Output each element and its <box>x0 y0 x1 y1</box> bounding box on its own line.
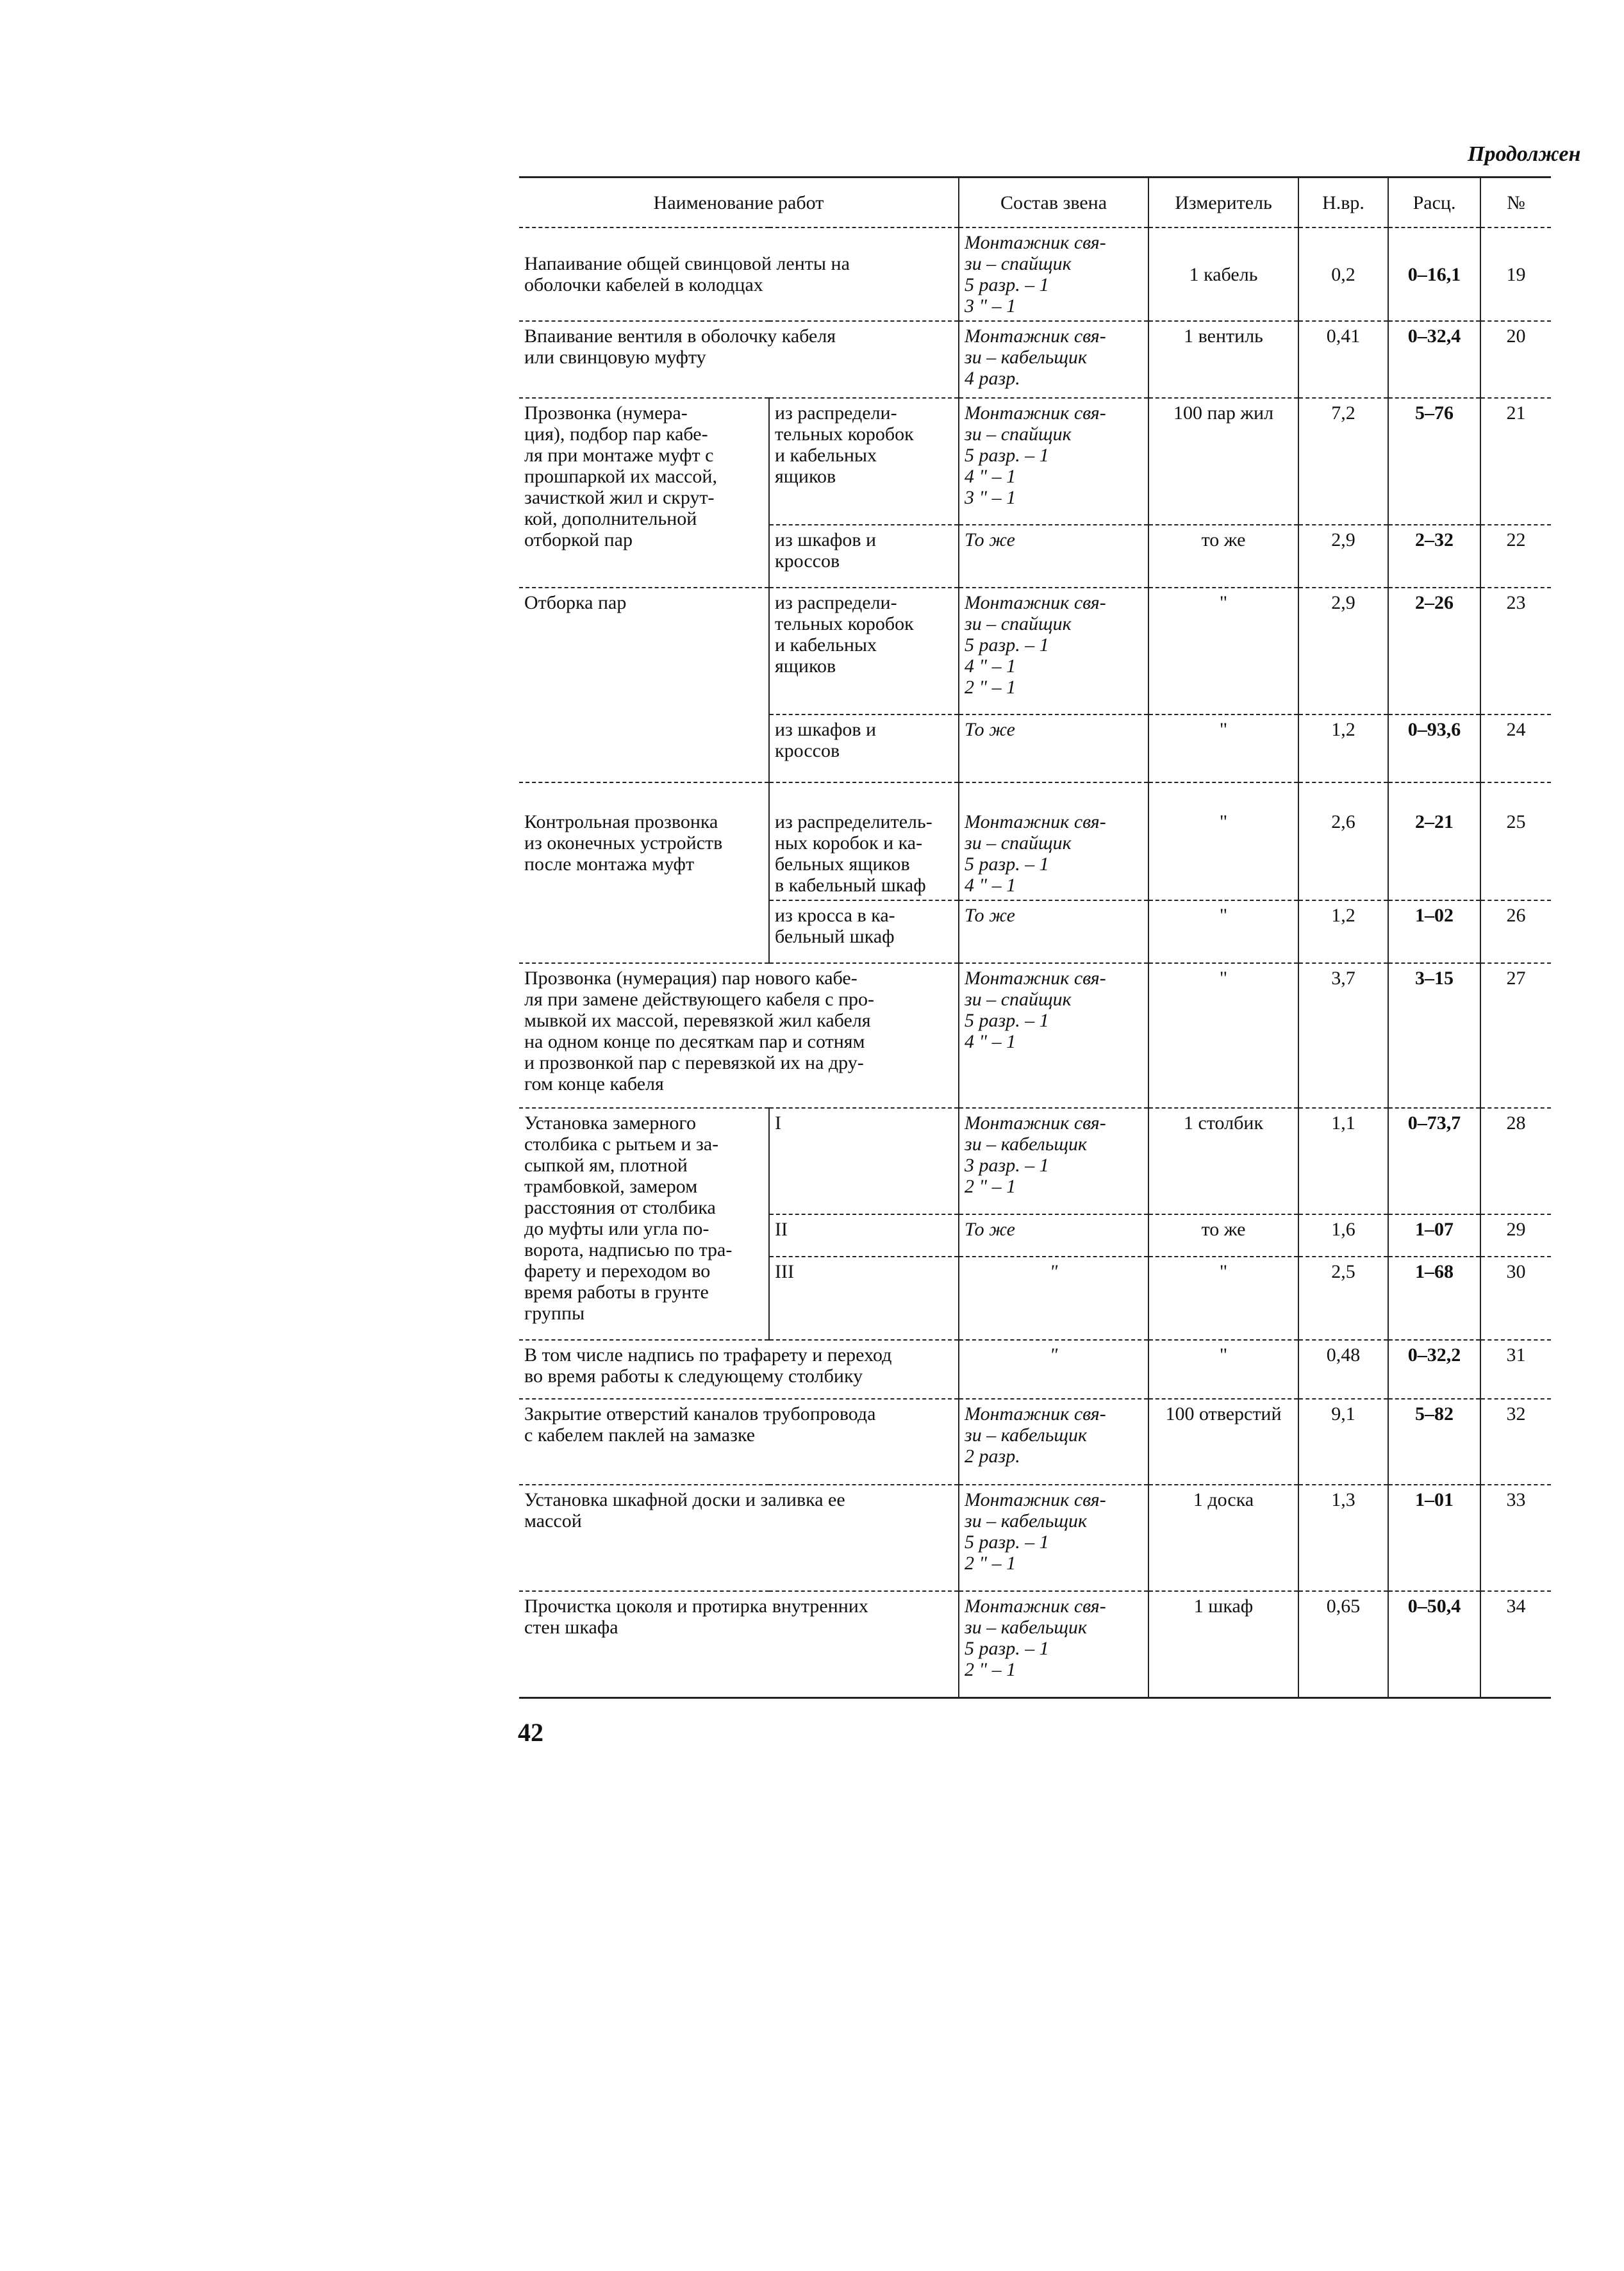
row-number: 33 <box>1480 1485 1551 1591</box>
unit: " <box>1148 1340 1298 1399</box>
norm: 2,9 <box>1298 588 1388 714</box>
crew: То же <box>959 714 1148 782</box>
norm: 9,1 <box>1298 1399 1388 1485</box>
work-subtype: из распределитель- ных коробок и ка- бельных ящиков в кабельный шкаф <box>769 782 959 900</box>
crew: Монтажник свя- зи – спайщик 5 разр. – 1 4 " – 1 <box>959 963 1148 1108</box>
header-norm: Н.вр. <box>1298 178 1388 228</box>
unit: " <box>1148 782 1298 900</box>
work-name: Отборка пар <box>519 588 769 782</box>
work-subtype: I <box>769 1108 959 1214</box>
row-number: 29 <box>1480 1214 1551 1257</box>
row-number: 32 <box>1480 1399 1551 1485</box>
norm: 0,41 <box>1298 321 1388 398</box>
rate: 5–76 <box>1388 398 1480 525</box>
work-name: Прозвонка (нумера- ция), подбор пар кабе- ля при монтаже муфт с прошпаркой их массой, зачисткой жил и скрут- кой, дополнительной отборкой пар <box>519 398 769 588</box>
table-row <box>519 1399 1551 1485</box>
rate: 1–01 <box>1388 1485 1480 1591</box>
rate: 2–32 <box>1388 525 1480 588</box>
row-number: 19 <box>1480 227 1551 321</box>
rate: 0–93,6 <box>1388 714 1480 782</box>
norm: 1,6 <box>1298 1214 1388 1257</box>
unit: " <box>1148 963 1298 1108</box>
rate: 0–16,1 <box>1388 227 1480 321</box>
unit: то же <box>1148 1214 1298 1257</box>
rate: 0–73,7 <box>1388 1108 1480 1214</box>
row-number: 23 <box>1480 588 1551 714</box>
table-row <box>519 588 1551 714</box>
table-row <box>519 1108 1551 1214</box>
rate: 0–32,2 <box>1388 1340 1480 1399</box>
norm: 1,1 <box>1298 1108 1388 1214</box>
crew: То же <box>959 525 1148 588</box>
unit: 1 кабель <box>1148 227 1298 321</box>
norm: 0,65 <box>1298 1591 1388 1697</box>
work-subtype: из шкафов и кроссов <box>769 525 959 588</box>
table-row <box>519 1340 1551 1399</box>
work-name: В том числе надпись по трафарету и переход во время работы к следующему столбику <box>519 1340 959 1399</box>
crew: То же <box>959 1214 1148 1257</box>
norm: 2,5 <box>1298 1257 1388 1340</box>
row-number: 26 <box>1480 900 1551 963</box>
unit: 1 шкаф <box>1148 1591 1298 1697</box>
unit: 100 отверстий <box>1148 1399 1298 1485</box>
row-number: 31 <box>1480 1340 1551 1399</box>
work-name: Установка замерного столбика с рытьем и за- сыпкой ям, плотной трамбовкой, замером расстояния от столбика до муфты или угла по- ворота, надписью по тра- фарету и переходом во время работы в грунте группы <box>519 1108 769 1340</box>
norm: 1,3 <box>1298 1485 1388 1591</box>
header-crew: Состав звена <box>959 178 1148 228</box>
crew: Монтажник свя- зи – спайщик 5 разр. – 1 4 " – 1 2 " – 1 <box>959 588 1148 714</box>
work-name: Напаивание общей свинцовой ленты на оболочки кабелей в колодцах <box>519 227 959 321</box>
table-row <box>519 321 1551 398</box>
header-num: № <box>1480 178 1551 228</box>
norms-table <box>519 176 1551 1699</box>
work-name: Контрольная прозвонка из оконечных устройств после монтажа муфт <box>519 782 769 963</box>
work-name: Прочистка цоколя и протирка внутренних стен шкафа <box>519 1591 959 1697</box>
norm: 3,7 <box>1298 963 1388 1108</box>
norm: 2,6 <box>1298 782 1388 900</box>
table-row <box>519 227 1551 321</box>
crew: Монтажник свя- зи – кабельщик 5 разр. – 1 2 " – 1 <box>959 1485 1148 1591</box>
unit: 1 вентиль <box>1148 321 1298 398</box>
header-rate: Расц. <box>1388 178 1480 228</box>
continued-label: Продолжен <box>1468 142 1581 166</box>
crew: Монтажник свя- зи – кабельщик 3 разр. – 1 2 " – 1 <box>959 1108 1148 1214</box>
row-number: 25 <box>1480 782 1551 900</box>
table-row <box>519 1591 1551 1697</box>
norm: 1,2 <box>1298 714 1388 782</box>
crew: То же <box>959 900 1148 963</box>
unit: " <box>1148 714 1298 782</box>
norm: 2,9 <box>1298 525 1388 588</box>
norm: 0,48 <box>1298 1340 1388 1399</box>
work-subtype: из распредели- тельных коробок и кабельных ящиков <box>769 588 959 714</box>
row-number: 24 <box>1480 714 1551 782</box>
table-row <box>519 963 1551 1108</box>
rate: 1–02 <box>1388 900 1480 963</box>
row-number: 30 <box>1480 1257 1551 1340</box>
crew: Монтажник свя- зи – спайщик 5 разр. – 1 4 " – 1 3 " – 1 <box>959 398 1148 525</box>
unit: 1 столбик <box>1148 1108 1298 1214</box>
crew: " <box>959 1340 1148 1399</box>
row-number: 21 <box>1480 398 1551 525</box>
header-unit: Измеритель <box>1148 178 1298 228</box>
unit: 100 пар жил <box>1148 398 1298 525</box>
work-name: Закрытие отверстий каналов трубопровода с кабелем паклей на замазке <box>519 1399 959 1485</box>
crew: Монтажник свя- зи – спайщик 5 разр. – 1 4 " – 1 <box>959 782 1148 900</box>
header-name: Наименование работ <box>519 178 959 228</box>
rate: 3–15 <box>1388 963 1480 1108</box>
work-subtype: из распредели- тельных коробок и кабельных ящиков <box>769 398 959 525</box>
unit: то же <box>1148 525 1298 588</box>
rate: 2–21 <box>1388 782 1480 900</box>
rate: 1–68 <box>1388 1257 1480 1340</box>
rate: 2–26 <box>1388 588 1480 714</box>
work-subtype: из шкафов и кроссов <box>769 714 959 782</box>
crew: " <box>959 1257 1148 1340</box>
unit: " <box>1148 588 1298 714</box>
unit: " <box>1148 1257 1298 1340</box>
work-name: Впаивание вентиля в оболочку кабеля или свинцовую муфту <box>519 321 959 398</box>
work-subtype: из кросса в ка- бельный шкаф <box>769 900 959 963</box>
rate: 1–07 <box>1388 1214 1480 1257</box>
crew: Монтажник свя- зи – кабельщик 4 разр. <box>959 321 1148 398</box>
unit: " <box>1148 900 1298 963</box>
unit: 1 доска <box>1148 1485 1298 1591</box>
norm: 1,2 <box>1298 900 1388 963</box>
rate: 0–32,4 <box>1388 321 1480 398</box>
row-number: 22 <box>1480 525 1551 588</box>
row-number: 27 <box>1480 963 1551 1108</box>
work-subtype: II <box>769 1214 959 1257</box>
table-header <box>519 178 1551 228</box>
table-row <box>519 782 1551 900</box>
crew: Монтажник свя- зи – кабельщик 5 разр. – 1 2 " – 1 <box>959 1591 1148 1697</box>
row-number: 28 <box>1480 1108 1551 1214</box>
crew: Монтажник свя- зи – кабельщик 2 разр. <box>959 1399 1148 1485</box>
table-row <box>519 398 1551 525</box>
rate: 5–82 <box>1388 1399 1480 1485</box>
norm: 7,2 <box>1298 398 1388 525</box>
crew: Монтажник свя- зи – спайщик 5 разр. – 1 3 " – 1 <box>959 227 1148 321</box>
work-name: Установка шкафной доски и заливка ее массой <box>519 1485 959 1591</box>
work-subtype: III <box>769 1257 959 1340</box>
row-number: 34 <box>1480 1591 1551 1697</box>
rate: 0–50,4 <box>1388 1591 1480 1697</box>
work-name: Прозвонка (нумерация) пар нового кабе- ля при замене действующего кабеля с про- мывкой их массой, перевязкой жил кабеля на одном конце по десяткам пар и сотням и прозвонкой пар с перевязкой их на дру- гом конце кабеля <box>519 963 959 1108</box>
table-row <box>519 1485 1551 1591</box>
norm: 0,2 <box>1298 227 1388 321</box>
row-number: 20 <box>1480 321 1551 398</box>
page-number: 42 <box>518 1718 543 1747</box>
